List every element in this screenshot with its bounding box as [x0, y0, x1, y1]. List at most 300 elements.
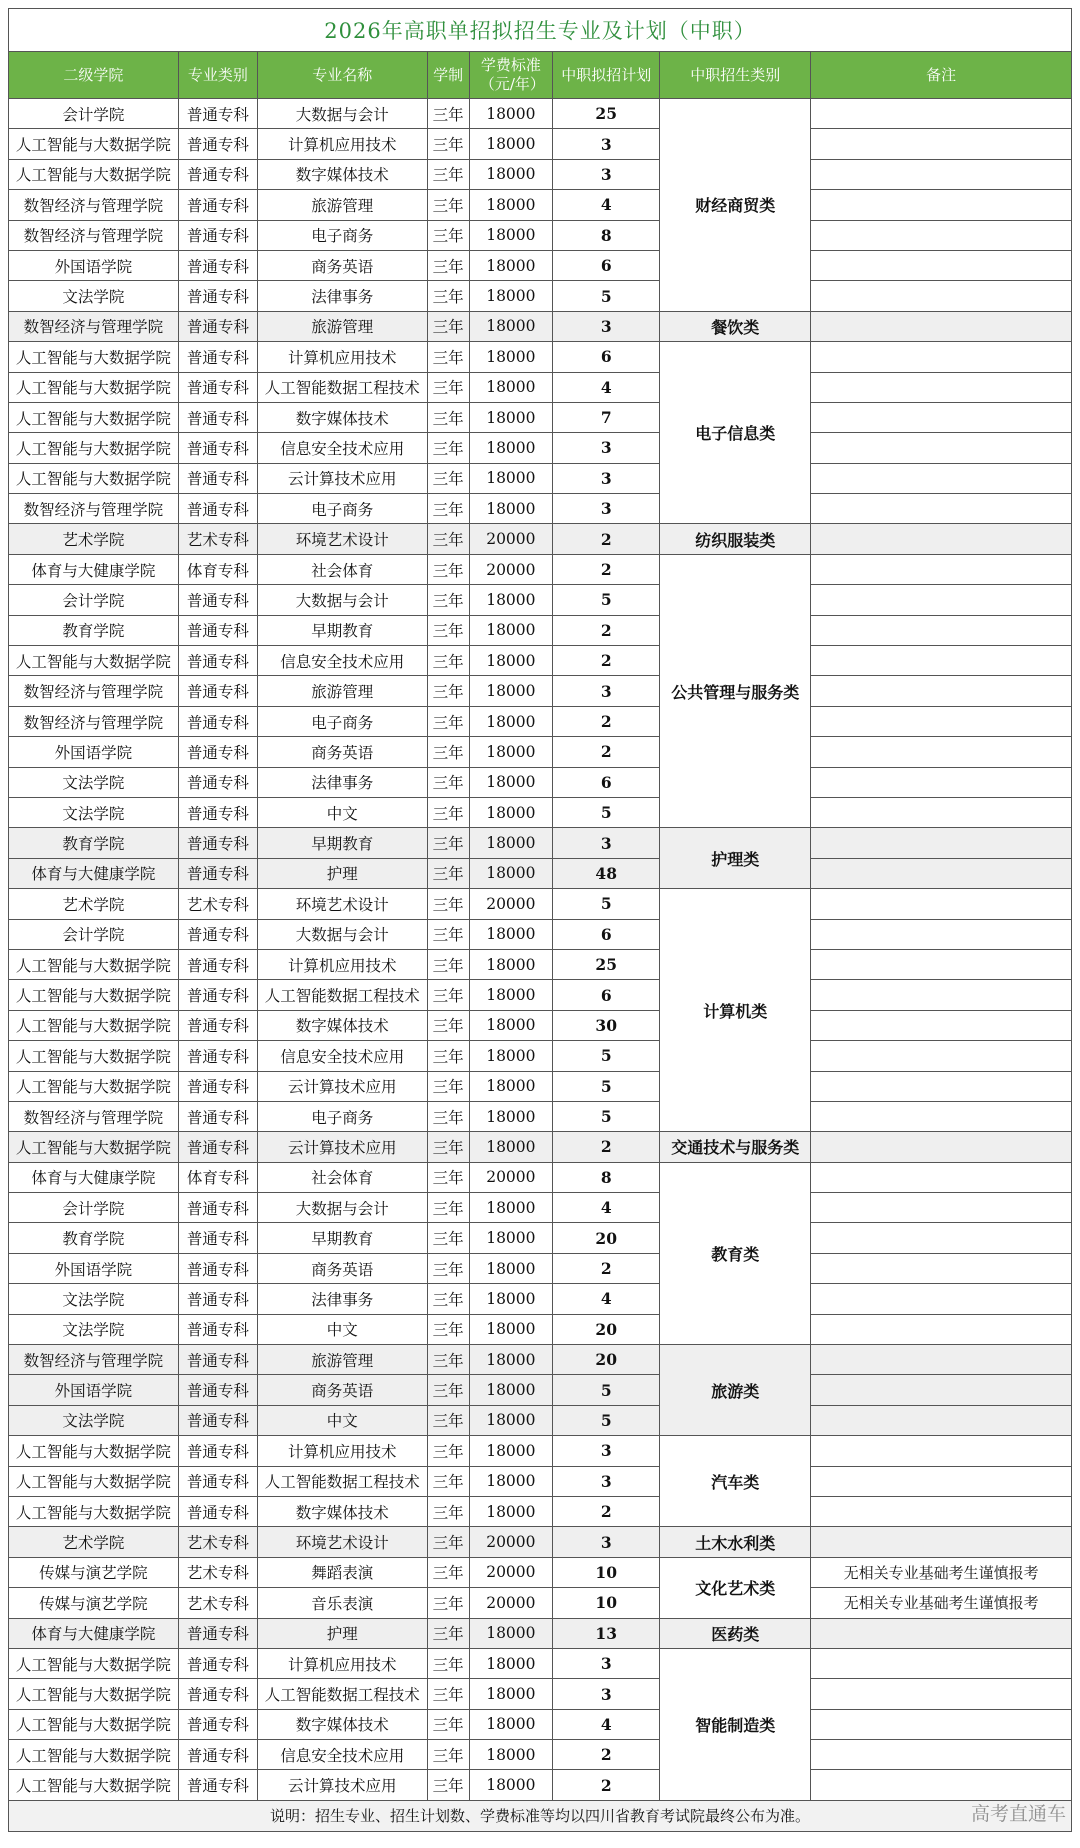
- cell-remarks: [811, 737, 1072, 767]
- cell-plan: 3: [553, 159, 660, 189]
- cell-tuition: 18000: [469, 949, 553, 979]
- table-row: [9, 159, 1072, 189]
- cell-college: 会计学院: [9, 99, 179, 129]
- cell-duration: 三年: [427, 220, 469, 250]
- cell-plan: 2: [553, 646, 660, 676]
- table-row: [9, 1101, 1072, 1131]
- cell-tuition: 18000: [469, 190, 553, 220]
- cell-category: 教育类: [660, 1162, 811, 1344]
- table-row: [9, 676, 1072, 706]
- cell-major-type: 普通专科: [178, 1466, 257, 1496]
- cell-remarks: [811, 828, 1072, 858]
- cell-major-name: 社会体育: [257, 554, 427, 584]
- cell-major-type: 普通专科: [178, 1253, 257, 1283]
- cell-tuition: 18000: [469, 1740, 553, 1770]
- cell-major-name: 数字媒体技术: [257, 1496, 427, 1526]
- cell-remarks: [811, 342, 1072, 372]
- cell-duration: 三年: [427, 1071, 469, 1101]
- table-row: [9, 220, 1072, 250]
- cell-remarks: [811, 554, 1072, 584]
- cell-college: 会计学院: [9, 1193, 179, 1223]
- cell-duration: 三年: [427, 1557, 469, 1587]
- cell-tuition: 18000: [469, 1041, 553, 1071]
- table-row: [9, 1770, 1072, 1800]
- header-major-name: 专业名称: [257, 52, 427, 99]
- table-title: 2026年高职单招拟招生专业及计划（中职）: [9, 9, 1072, 52]
- cell-college: 传媒与演艺学院: [9, 1588, 179, 1618]
- cell-major-name: 电子商务: [257, 220, 427, 250]
- table-row: [9, 949, 1072, 979]
- cell-college: 文法学院: [9, 281, 179, 311]
- table-row: [9, 1223, 1072, 1253]
- cell-major-type: 普通专科: [178, 585, 257, 615]
- cell-plan: 6: [553, 342, 660, 372]
- table-row: [9, 1071, 1072, 1101]
- cell-tuition: 18000: [469, 706, 553, 736]
- cell-tuition: 18000: [469, 1405, 553, 1435]
- cell-major-name: 云计算技术应用: [257, 1770, 427, 1800]
- cell-duration: 三年: [427, 1770, 469, 1800]
- cell-college: 数智经济与管理学院: [9, 1101, 179, 1131]
- cell-duration: 三年: [427, 646, 469, 676]
- cell-duration: 三年: [427, 1588, 469, 1618]
- cell-duration: 三年: [427, 828, 469, 858]
- table-row: [9, 281, 1072, 311]
- cell-tuition: 20000: [469, 1162, 553, 1192]
- cell-major-name: 数字媒体技术: [257, 1709, 427, 1739]
- cell-duration: 三年: [427, 676, 469, 706]
- cell-remarks: [811, 585, 1072, 615]
- cell-remarks: [811, 949, 1072, 979]
- cell-remarks: [811, 372, 1072, 402]
- cell-duration: 三年: [427, 190, 469, 220]
- cell-plan: 3: [553, 433, 660, 463]
- cell-college: 教育学院: [9, 1223, 179, 1253]
- cell-duration: 三年: [427, 1740, 469, 1770]
- cell-duration: 三年: [427, 1679, 469, 1709]
- cell-tuition: 18000: [469, 615, 553, 645]
- cell-major-type: 普通专科: [178, 129, 257, 159]
- cell-duration: 三年: [427, 919, 469, 949]
- table-row: [9, 1679, 1072, 1709]
- table-row: [9, 342, 1072, 372]
- cell-college: 人工智能与大数据学院: [9, 433, 179, 463]
- cell-college: 人工智能与大数据学院: [9, 129, 179, 159]
- cell-college: 人工智能与大数据学院: [9, 1466, 179, 1496]
- header-remarks: 备注: [811, 52, 1072, 99]
- cell-plan: 5: [553, 1101, 660, 1131]
- cell-duration: 三年: [427, 281, 469, 311]
- cell-major-type: 普通专科: [178, 1345, 257, 1375]
- table-row: [9, 1253, 1072, 1283]
- cell-category: 智能制造类: [660, 1648, 811, 1800]
- cell-remarks: [811, 1740, 1072, 1770]
- cell-category: 文化艺术类: [660, 1557, 811, 1618]
- cell-major-type: 普通专科: [178, 1041, 257, 1071]
- cell-tuition: 18000: [469, 646, 553, 676]
- cell-major-name: 计算机应用技术: [257, 1436, 427, 1466]
- table-row: [9, 828, 1072, 858]
- cell-major-name: 环境艺术设计: [257, 889, 427, 919]
- cell-duration: 三年: [427, 433, 469, 463]
- cell-plan: 13: [553, 1618, 660, 1648]
- cell-plan: 10: [553, 1557, 660, 1587]
- cell-major-type: 普通专科: [178, 706, 257, 736]
- cell-remarks: [811, 1405, 1072, 1435]
- table-row: [9, 1314, 1072, 1344]
- cell-remarks: [811, 220, 1072, 250]
- cell-college: 人工智能与大数据学院: [9, 342, 179, 372]
- cell-duration: 三年: [427, 1648, 469, 1678]
- table-row: [9, 1588, 1072, 1618]
- cell-college: 人工智能与大数据学院: [9, 1496, 179, 1526]
- table-row: [9, 250, 1072, 280]
- cell-duration: 三年: [427, 737, 469, 767]
- cell-duration: 三年: [427, 949, 469, 979]
- header-row: [9, 52, 1072, 99]
- cell-major-name: 电子商务: [257, 1101, 427, 1131]
- cell-major-type: 普通专科: [178, 676, 257, 706]
- cell-major-type: 普通专科: [178, 1223, 257, 1253]
- cell-major-type: 体育专科: [178, 554, 257, 584]
- cell-plan: 3: [553, 828, 660, 858]
- cell-college: 传媒与演艺学院: [9, 1557, 179, 1587]
- cell-plan: 5: [553, 281, 660, 311]
- cell-tuition: 18000: [469, 1132, 553, 1162]
- cell-major-type: 普通专科: [178, 767, 257, 797]
- cell-duration: 三年: [427, 1101, 469, 1131]
- cell-remarks: [811, 706, 1072, 736]
- cell-major-type: 普通专科: [178, 250, 257, 280]
- table-row: [9, 889, 1072, 919]
- cell-major-name: 旅游管理: [257, 1345, 427, 1375]
- table-row: [9, 524, 1072, 554]
- cell-major-name: 人工智能数据工程技术: [257, 1466, 427, 1496]
- cell-duration: 三年: [427, 889, 469, 919]
- table-row: [9, 1496, 1072, 1526]
- cell-tuition: 18000: [469, 1709, 553, 1739]
- cell-tuition: 18000: [469, 342, 553, 372]
- cell-remarks: [811, 1162, 1072, 1192]
- cell-plan: 5: [553, 1375, 660, 1405]
- watermark-text: 高考直通车: [970, 1803, 1066, 1825]
- cell-college: 人工智能与大数据学院: [9, 1436, 179, 1466]
- cell-duration: 三年: [427, 1496, 469, 1526]
- cell-remarks: [811, 1496, 1072, 1526]
- table-row: [9, 858, 1072, 888]
- cell-major-name: 中文: [257, 1405, 427, 1435]
- cell-category: 护理类: [660, 828, 811, 889]
- cell-remarks: [811, 1375, 1072, 1405]
- cell-plan: 5: [553, 1071, 660, 1101]
- cell-major-name: 大数据与会计: [257, 919, 427, 949]
- cell-tuition: 18000: [469, 433, 553, 463]
- cell-plan: 5: [553, 889, 660, 919]
- header-tuition: [469, 52, 553, 99]
- table-row: [9, 99, 1072, 129]
- cell-tuition: 18000: [469, 828, 553, 858]
- cell-major-name: 大数据与会计: [257, 585, 427, 615]
- cell-plan: 8: [553, 220, 660, 250]
- header-category: 中职招生类别: [660, 52, 811, 99]
- cell-major-type: 普通专科: [178, 99, 257, 129]
- cell-major-name: 云计算技术应用: [257, 1071, 427, 1101]
- cell-category: 计算机类: [660, 889, 811, 1132]
- cell-plan: 25: [553, 949, 660, 979]
- cell-plan: 20: [553, 1345, 660, 1375]
- cell-tuition: 18000: [469, 919, 553, 949]
- cell-tuition: 18000: [469, 585, 553, 615]
- cell-major-name: 信息安全技术应用: [257, 1740, 427, 1770]
- cell-tuition: 18000: [469, 1284, 553, 1314]
- cell-duration: 三年: [427, 463, 469, 493]
- cell-major-type: 普通专科: [178, 494, 257, 524]
- cell-major-name: 社会体育: [257, 1162, 427, 1192]
- cell-major-name: 商务英语: [257, 1375, 427, 1405]
- table-row: [9, 1193, 1072, 1223]
- cell-college: 会计学院: [9, 919, 179, 949]
- cell-college: 文法学院: [9, 1405, 179, 1435]
- table-row: [9, 615, 1072, 645]
- cell-duration: 三年: [427, 1345, 469, 1375]
- cell-tuition: 20000: [469, 1527, 553, 1557]
- table-row: [9, 1618, 1072, 1648]
- cell-duration: 三年: [427, 554, 469, 584]
- cell-duration: 三年: [427, 1466, 469, 1496]
- cell-remarks: 无相关专业基础考生谨慎报考: [811, 1588, 1072, 1618]
- cell-major-name: 人工智能数据工程技术: [257, 1679, 427, 1709]
- cell-major-name: 商务英语: [257, 250, 427, 280]
- cell-plan: 20: [553, 1314, 660, 1344]
- cell-duration: 三年: [427, 402, 469, 432]
- cell-college: 文法学院: [9, 797, 179, 827]
- cell-major-type: 普通专科: [178, 311, 257, 341]
- cell-college: 人工智能与大数据学院: [9, 646, 179, 676]
- cell-tuition: 20000: [469, 1557, 553, 1587]
- cell-duration: 三年: [427, 858, 469, 888]
- cell-major-type: 普通专科: [178, 1770, 257, 1800]
- table-row: [9, 1466, 1072, 1496]
- cell-plan: 4: [553, 1709, 660, 1739]
- cell-duration: 三年: [427, 1162, 469, 1192]
- cell-category: 交通技术与服务类: [660, 1132, 811, 1162]
- cell-tuition: 18000: [469, 99, 553, 129]
- cell-remarks: [811, 1436, 1072, 1466]
- table-row: [9, 737, 1072, 767]
- cell-duration: 三年: [427, 342, 469, 372]
- cell-college: 艺术学院: [9, 524, 179, 554]
- cell-college: 艺术学院: [9, 889, 179, 919]
- table-row: [9, 980, 1072, 1010]
- cell-plan: 6: [553, 767, 660, 797]
- cell-tuition: 18000: [469, 129, 553, 159]
- cell-college: 外国语学院: [9, 1375, 179, 1405]
- cell-major-type: 普通专科: [178, 828, 257, 858]
- cell-plan: 48: [553, 858, 660, 888]
- cell-major-type: 普通专科: [178, 1709, 257, 1739]
- cell-remarks: [811, 1709, 1072, 1739]
- cell-college: 教育学院: [9, 828, 179, 858]
- cell-college: 人工智能与大数据学院: [9, 980, 179, 1010]
- cell-major-name: 人工智能数据工程技术: [257, 372, 427, 402]
- cell-college: 文法学院: [9, 767, 179, 797]
- cell-major-type: 普通专科: [178, 281, 257, 311]
- table-row: [9, 1345, 1072, 1375]
- cell-major-name: 法律事务: [257, 281, 427, 311]
- cell-tuition: 18000: [469, 372, 553, 402]
- cell-duration: 三年: [427, 1527, 469, 1557]
- table-row: [9, 433, 1072, 463]
- cell-remarks: [811, 99, 1072, 129]
- cell-college: 文法学院: [9, 1284, 179, 1314]
- cell-tuition: 18000: [469, 676, 553, 706]
- cell-major-name: 音乐表演: [257, 1588, 427, 1618]
- cell-duration: 三年: [427, 159, 469, 189]
- cell-plan: 2: [553, 737, 660, 767]
- cell-tuition: 18000: [469, 1101, 553, 1131]
- table-row: [9, 919, 1072, 949]
- cell-major-name: 早期教育: [257, 1223, 427, 1253]
- cell-tuition: 18000: [469, 1345, 553, 1375]
- cell-remarks: [811, 1010, 1072, 1040]
- table-row: [9, 1527, 1072, 1557]
- cell-major-name: 旅游管理: [257, 676, 427, 706]
- cell-remarks: [811, 767, 1072, 797]
- cell-major-name: 云计算技术应用: [257, 1132, 427, 1162]
- cell-remarks: [811, 463, 1072, 493]
- cell-college: 人工智能与大数据学院: [9, 1648, 179, 1678]
- cell-duration: 三年: [427, 494, 469, 524]
- cell-tuition: 18000: [469, 1436, 553, 1466]
- cell-major-type: 普通专科: [178, 372, 257, 402]
- table-row: [9, 706, 1072, 736]
- cell-college: 数智经济与管理学院: [9, 494, 179, 524]
- cell-college: 数智经济与管理学院: [9, 1345, 179, 1375]
- cell-major-type: 艺术专科: [178, 524, 257, 554]
- cell-college: 人工智能与大数据学院: [9, 1071, 179, 1101]
- cell-plan: 3: [553, 676, 660, 706]
- cell-plan: 4: [553, 372, 660, 402]
- cell-major-type: 普通专科: [178, 1648, 257, 1678]
- cell-major-type: 普通专科: [178, 1679, 257, 1709]
- cell-duration: 三年: [427, 129, 469, 159]
- cell-remarks: [811, 250, 1072, 280]
- cell-remarks: [811, 524, 1072, 554]
- cell-college: 数智经济与管理学院: [9, 706, 179, 736]
- cell-college: 外国语学院: [9, 250, 179, 280]
- table-row: [9, 797, 1072, 827]
- cell-remarks: 无相关专业基础考生谨慎报考: [811, 1557, 1072, 1587]
- cell-major-type: 普通专科: [178, 797, 257, 827]
- cell-major-type: 普通专科: [178, 1405, 257, 1435]
- header-college: 二级学院: [9, 52, 179, 99]
- cell-tuition: 18000: [469, 463, 553, 493]
- cell-tuition: 20000: [469, 889, 553, 919]
- cell-major-type: 艺术专科: [178, 1557, 257, 1587]
- cell-tuition: 20000: [469, 524, 553, 554]
- cell-tuition: 18000: [469, 1618, 553, 1648]
- cell-remarks: [811, 1345, 1072, 1375]
- cell-tuition: 20000: [469, 1588, 553, 1618]
- cell-duration: 三年: [427, 1041, 469, 1071]
- cell-college: 文法学院: [9, 1314, 179, 1344]
- cell-remarks: [811, 1132, 1072, 1162]
- cell-plan: 5: [553, 797, 660, 827]
- cell-major-name: 信息安全技术应用: [257, 646, 427, 676]
- cell-major-type: 普通专科: [178, 220, 257, 250]
- cell-plan: 5: [553, 585, 660, 615]
- cell-remarks: [811, 919, 1072, 949]
- cell-major-type: 普通专科: [178, 463, 257, 493]
- table-row: [9, 554, 1072, 584]
- cell-duration: 三年: [427, 767, 469, 797]
- cell-major-name: 计算机应用技术: [257, 949, 427, 979]
- table-row: [9, 372, 1072, 402]
- cell-remarks: [811, 889, 1072, 919]
- cell-college: 人工智能与大数据学院: [9, 372, 179, 402]
- cell-major-type: 普通专科: [178, 1618, 257, 1648]
- cell-major-name: 舞蹈表演: [257, 1557, 427, 1587]
- cell-major-name: 人工智能数据工程技术: [257, 980, 427, 1010]
- cell-major-name: 信息安全技术应用: [257, 433, 427, 463]
- table-row: [9, 494, 1072, 524]
- cell-major-type: 普通专科: [178, 919, 257, 949]
- cell-major-name: 电子商务: [257, 706, 427, 736]
- cell-college: 人工智能与大数据学院: [9, 949, 179, 979]
- cell-duration: 三年: [427, 1253, 469, 1283]
- cell-plan: 2: [553, 706, 660, 736]
- cell-plan: 3: [553, 1648, 660, 1678]
- table-row: [9, 1132, 1072, 1162]
- cell-major-type: 普通专科: [178, 949, 257, 979]
- cell-remarks: [811, 1618, 1072, 1648]
- cell-category: 医药类: [660, 1618, 811, 1648]
- cell-plan: 4: [553, 1284, 660, 1314]
- cell-category: 财经商贸类: [660, 99, 811, 312]
- cell-duration: 三年: [427, 1010, 469, 1040]
- cell-major-name: 法律事务: [257, 767, 427, 797]
- cell-remarks: [811, 159, 1072, 189]
- cell-remarks: [811, 402, 1072, 432]
- cell-plan: 10: [553, 1588, 660, 1618]
- cell-plan: 3: [553, 129, 660, 159]
- cell-category: 汽车类: [660, 1436, 811, 1527]
- cell-major-type: 普通专科: [178, 190, 257, 220]
- cell-remarks: [811, 1071, 1072, 1101]
- cell-remarks: [811, 858, 1072, 888]
- cell-tuition: 18000: [469, 220, 553, 250]
- cell-duration: 三年: [427, 1284, 469, 1314]
- cell-college: 体育与大健康学院: [9, 554, 179, 584]
- cell-major-name: 早期教育: [257, 828, 427, 858]
- cell-college: 体育与大健康学院: [9, 1162, 179, 1192]
- table-row: [9, 1284, 1072, 1314]
- table-row: [9, 463, 1072, 493]
- cell-college: 人工智能与大数据学院: [9, 1041, 179, 1071]
- cell-remarks: [811, 1770, 1072, 1800]
- header-major-type: 专业类别: [178, 52, 257, 99]
- cell-major-name: 护理: [257, 1618, 427, 1648]
- cell-duration: 三年: [427, 311, 469, 341]
- cell-tuition: 18000: [469, 1770, 553, 1800]
- cell-college: 艺术学院: [9, 1527, 179, 1557]
- cell-college: 人工智能与大数据学院: [9, 1010, 179, 1040]
- cell-major-name: 大数据与会计: [257, 99, 427, 129]
- cell-plan: 7: [553, 402, 660, 432]
- cell-remarks: [811, 1466, 1072, 1496]
- cell-major-type: 艺术专科: [178, 1527, 257, 1557]
- table-row: [9, 311, 1072, 341]
